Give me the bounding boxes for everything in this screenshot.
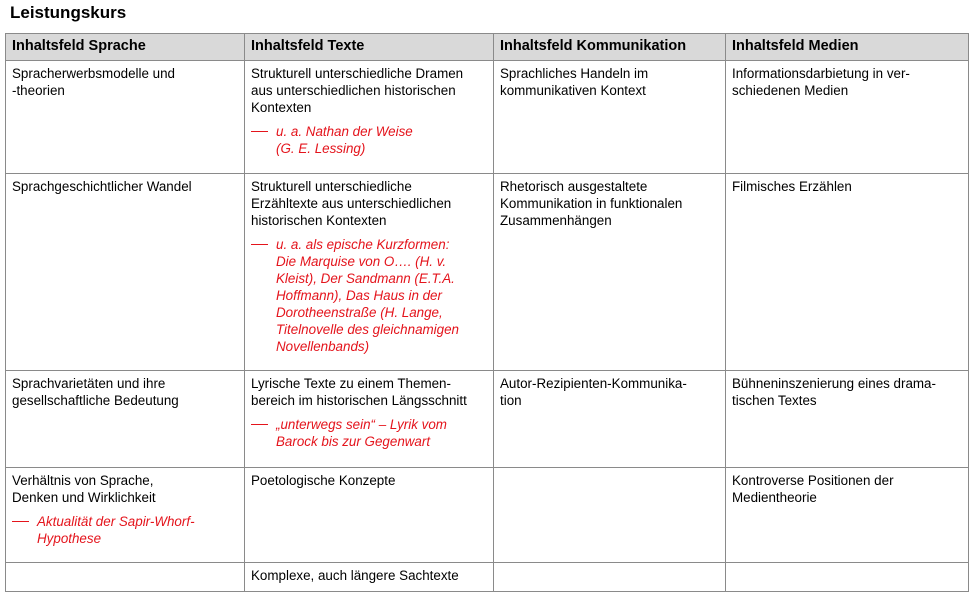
cell-text: Sprachgeschichtlicher Wandel xyxy=(12,179,192,194)
cell-text: Bühneninszenierung eines drama- tischen Textes xyxy=(732,376,936,408)
cell-texte xyxy=(245,468,494,563)
cell-medien xyxy=(726,563,969,592)
cell-kommunikation xyxy=(494,371,726,468)
cell-text: Verhältnis von Sprache, Denken und Wirklichkeit xyxy=(12,473,156,505)
table-row xyxy=(6,371,969,468)
cell-text: Sprachliches Handeln im kommunikativen Kontext xyxy=(500,66,649,98)
dash-bullet xyxy=(12,521,29,522)
curriculum-table xyxy=(5,33,969,592)
cell-medien xyxy=(726,174,969,371)
cell-texte xyxy=(245,61,494,174)
table-row xyxy=(6,563,969,592)
cell-text: Strukturell unterschiedliche Erzähltexte aus unterschiedlichen historischen Kontexten xyxy=(251,179,452,228)
cell-text: Rhetorisch ausgestaltete Kommunikation in funktionalen Zusammenhängen xyxy=(500,179,683,228)
cell-text: Spracherwerbsmodelle und -theorien xyxy=(12,66,176,98)
cell-kommunikation xyxy=(494,61,726,174)
cell-sprache xyxy=(6,371,245,468)
dash-bullet xyxy=(251,424,268,425)
cell-kommunikation xyxy=(494,563,726,592)
note-item xyxy=(251,236,487,355)
note-text: Aktualität der Sapir-Whorf- Hypothese xyxy=(37,514,195,546)
header-medien: Inhaltsfeld Medien xyxy=(726,34,969,61)
cell-text: Filmisches Erzählen xyxy=(732,179,852,194)
cell-text: Lyrische Texte zu einem Themen- bereich im historischen Längsschnitt xyxy=(251,376,467,408)
cell-medien xyxy=(726,61,969,174)
dash-bullet xyxy=(251,131,268,132)
page-title: Leistungskurs xyxy=(10,3,127,22)
note-item xyxy=(251,416,487,450)
cell-texte xyxy=(245,563,494,592)
cell-kommunikation xyxy=(494,174,726,371)
cell-texte xyxy=(245,371,494,468)
note-item xyxy=(12,513,238,547)
note-text: u. a. Nathan der Weise (G. E. Lessing) xyxy=(276,124,413,156)
table-row xyxy=(6,174,969,371)
note-text: „unterwegs sein“ – Lyrik vom Barock bis zur Gegenwart xyxy=(276,417,447,449)
cell-text: Strukturell unterschiedliche Dramen aus unterschiedlichen historischen Kontexten xyxy=(251,66,464,115)
cell-medien xyxy=(726,371,969,468)
dash-bullet xyxy=(251,244,268,245)
cell-text: Sprachvarietäten und ihre gesellschaftliche Bedeutung xyxy=(12,376,179,408)
table-row xyxy=(6,468,969,563)
cell-sprache xyxy=(6,563,245,592)
cell-text: Poetologische Konzepte xyxy=(251,473,396,488)
cell-text: Komplexe, auch längere Sachtexte xyxy=(251,568,459,583)
cell-sprache xyxy=(6,468,245,563)
cell-medien xyxy=(726,468,969,563)
cell-sprache xyxy=(6,174,245,371)
header-sprache: Inhaltsfeld Sprache xyxy=(6,34,245,61)
note-text: u. a. als epische Kurzformen: Die Marquise von O…. (H. v. Kleist), Der Sandmann (E.T.A. Hoffmann), Das Haus in der Dorotheenstraße (H. Lange, Titelnovelle des gleichnamigen Novellenbands) xyxy=(276,237,459,354)
cell-texte xyxy=(245,174,494,371)
cell-kommunikation xyxy=(494,468,726,563)
note-item xyxy=(251,123,487,157)
table-row xyxy=(6,61,969,174)
cell-text: Informationsdarbietung in ver- schiedenen Medien xyxy=(732,66,910,98)
header-texte: Inhaltsfeld Texte xyxy=(245,34,494,61)
cell-sprache xyxy=(6,61,245,174)
cell-text: Autor-Rezipienten-Kommunika- tion xyxy=(500,376,687,408)
cell-text: Kontroverse Positionen der Medientheorie xyxy=(732,473,894,505)
table-header-row xyxy=(6,34,969,61)
header-kommunikation: Inhaltsfeld Kommunikation xyxy=(494,34,726,61)
